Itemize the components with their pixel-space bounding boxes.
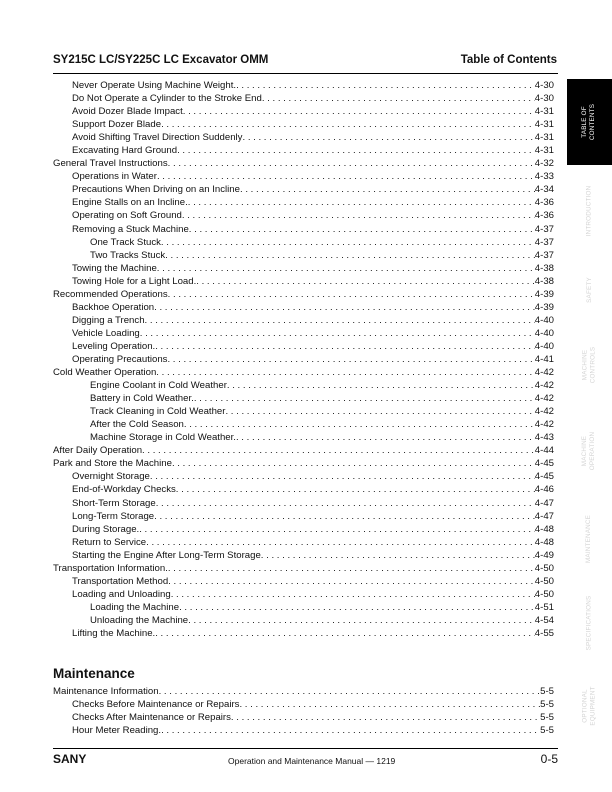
toc-entry[interactable] [53,249,554,262]
page-number: 0-5 [540,752,558,766]
dot-leader [159,685,541,698]
dot-leader [146,536,535,549]
toc-entry-title: Leveling Operation. [72,340,156,352]
dot-leader [157,170,535,183]
toc-entry-page: 4-44 [534,445,554,457]
toc-entry-page: 4-50 [534,588,554,600]
toc-entry[interactable] [53,510,554,523]
toc-entry-page: 4-31 [534,145,554,157]
chapter-tab[interactable] [567,168,612,254]
toc-entry-title: Recommended Operations [53,288,168,300]
toc-entry-page: 4-37 [534,249,554,261]
toc-entry-page: 4-39 [534,301,554,313]
toc-entry[interactable] [53,549,554,562]
toc-entry-page: 4-49 [534,549,554,561]
toc-entry-title: Towing Hole for a Light Load. [72,275,197,287]
toc-entry-title: After the Cold Season [90,419,184,431]
chapter-tab[interactable] [567,666,612,746]
toc-entry[interactable] [53,711,554,724]
toc-entry-title: Long-Term Storage [72,510,155,522]
dot-leader [139,523,535,536]
table-of-contents [53,79,554,640]
toc-entry-title: Operating Precautions [72,353,168,365]
toc-entry[interactable] [53,562,554,575]
toc-entry[interactable] [53,601,554,614]
toc-entry-page: 4-30 [534,80,554,91]
toc-entry-page: 4-42 [534,380,554,392]
toc-entry-title: One Track Stuck [90,236,161,248]
footer-manual-title: Operation and Maintenance Manual — 1219 [228,756,396,766]
toc-entry-title: General Travel Instructions [53,158,168,170]
toc-entry-page: 4-36 [534,197,554,209]
dot-leader [261,549,535,562]
toc-entry-page: 4-34 [534,184,554,196]
toc-entry-title: After Daily Operation [53,445,143,457]
toc-entry-title: Engine Stalls on an Incline. [72,197,188,209]
dot-leader [154,510,535,523]
toc-entry-page: 4-32 [534,158,554,170]
dot-leader [225,405,534,418]
chapter-tab[interactable] [567,257,612,323]
toc-entry-page: 4-54 [534,614,554,626]
dot-leader [189,223,535,236]
toc-entry-title: End-of-Workday Checks [72,484,176,496]
toc-entry[interactable] [53,353,554,366]
toc-entry-page: 4-42 [534,419,554,431]
dot-leader [140,327,535,340]
toc-entry-page: 4-38 [534,262,554,274]
dot-leader [155,340,535,353]
dot-leader [231,711,540,724]
toc-entry-title: Transportation Method [72,575,169,587]
toc-entry-title: Avoid Dozer Blade Impact [72,106,183,118]
toc-entry-title: Return to Service [72,536,147,548]
dot-leader [236,431,535,444]
toc-entry[interactable] [53,327,554,340]
dot-leader [262,92,535,105]
toc-entry-title: Starting the Engine After Long-Term Storage [72,549,261,561]
toc-entry-page: 4-42 [534,406,554,418]
chapter-tab-label: MACHINE CONTROLS [581,346,597,384]
toc-entry[interactable] [53,366,554,379]
dot-leader [194,392,535,405]
toc-entry-page: 4-47 [534,497,554,509]
toc-entry-page: 4-45 [534,458,554,470]
dot-leader [177,144,535,157]
toc-entry[interactable] [53,392,554,405]
toc-entry[interactable] [53,405,554,418]
toc-entry-page: 4-31 [534,106,554,118]
dot-leader [188,196,535,209]
toc-entry-title: Excavating Hard Ground [72,145,178,157]
toc-entry-title: Two Tracks Stuck [90,249,166,261]
dot-leader [168,575,535,588]
section-title: Table of Contents [460,54,557,66]
chapter-tab-label: SAFETY [585,277,593,303]
dot-leader [188,614,535,627]
toc-entry[interactable] [53,379,554,392]
toc-entry-page: 4-40 [534,340,554,352]
dot-leader [161,724,540,737]
dot-leader [179,601,535,614]
toc-entry[interactable] [53,183,554,196]
dot-leader [165,249,535,262]
toc-entry-page: 5-5 [540,686,554,697]
toc-entry-page: 4-48 [534,523,554,535]
dot-leader [182,209,535,222]
dot-leader [161,236,535,249]
dot-leader [171,588,535,601]
toc-entry-title: Unloading the Machine [90,614,189,626]
toc-entry-page: 4-50 [534,562,554,574]
dot-leader [184,418,535,431]
dot-leader [156,366,535,379]
toc-entry-title: Vehicle Loading [72,327,140,339]
toc-entry-title: Cold Weather Operation [53,367,157,379]
toc-entry[interactable] [53,418,554,431]
dot-leader [183,105,535,118]
toc-entry[interactable] [53,170,554,183]
dot-leader [168,562,535,575]
toc-entry[interactable] [53,685,554,698]
toc-entry[interactable] [53,144,554,157]
toc-entry-page: 5-5 [540,699,554,711]
toc-entry-page: 4-55 [534,627,554,639]
toc-entry-title: Loading the Machine [90,601,180,613]
dot-leader [242,131,534,144]
toc-entry-title: Checks Before Maintenance or Repairs [72,699,240,711]
toc-entry-title: Precautions When Driving on an Incline [72,184,240,196]
chapter-tab-label: MAINTENANCE [585,514,593,563]
toc-entry-title: Engine Coolant in Cold Weather [90,380,227,392]
toc-entry-page: 4-45 [534,471,554,483]
toc-entry-page: 4-50 [534,575,554,587]
dot-leader [154,301,535,314]
toc-entry-page: 4-31 [534,119,554,131]
dot-leader [176,483,535,496]
maintenance-toc [53,685,554,737]
toc-entry[interactable] [53,275,554,288]
toc-entry[interactable] [53,262,554,275]
toc-entry[interactable] [53,444,554,457]
toc-entry[interactable] [53,431,554,444]
footer-divider [53,748,558,749]
toc-entry[interactable] [53,301,554,314]
chapter-tab-label: SPECIFICATIONS [585,595,593,650]
toc-entry-title: Towing the Machine [72,262,157,274]
toc-entry[interactable] [53,131,554,144]
toc-entry-page: 4-38 [534,275,554,287]
toc-entry-title: Track Cleaning in Cold Weather [90,406,226,418]
dot-leader [240,183,535,196]
toc-entry[interactable] [53,209,554,222]
chapter-tab[interactable] [567,407,612,495]
dot-leader [161,118,535,131]
toc-entry[interactable] [53,497,554,510]
dot-leader [157,262,535,275]
toc-entry-page: 4-51 [534,601,554,613]
toc-entry-page: 5-5 [540,712,554,724]
toc-entry-title: Machine Storage in Cold Weather. [90,432,236,444]
toc-entry[interactable] [53,614,554,627]
toc-entry-title: Maintenance Information [53,686,159,697]
toc-entry-page: 4-36 [534,210,554,222]
toc-entry-title: Do Not Operate a Cylinder to the Stroke End [72,93,262,105]
dot-leader [155,627,535,640]
toc-entry[interactable] [53,236,554,249]
toc-entry-page: 4-48 [534,536,554,548]
toc-entry[interactable] [53,483,554,496]
toc-entry[interactable] [53,523,554,536]
toc-entry[interactable] [53,288,554,301]
toc-entry-page: 4-42 [534,367,554,379]
chapter-tab[interactable] [567,79,612,165]
dot-leader [196,275,535,288]
toc-entry[interactable] [53,457,554,470]
toc-entry[interactable] [53,588,554,601]
toc-entry-title: Checks After Maintenance or Repairs [72,712,231,724]
toc-entry-page: 4-37 [534,236,554,248]
chapter-tab[interactable] [567,326,612,404]
chapter-tab[interactable] [567,582,612,663]
dot-leader [156,497,535,510]
dot-leader [142,444,535,457]
dot-leader [168,157,535,170]
toc-entry[interactable] [53,470,554,483]
toc-entry-title: Support Dozer Blade [72,119,162,131]
toc-entry-page: 4-42 [534,393,554,405]
footer-brand: SANY [53,752,87,766]
toc-entry[interactable] [53,724,554,737]
toc-entry-page: 4-47 [534,510,554,522]
toc-entry-page: 4-33 [534,171,554,183]
dot-leader [145,314,535,327]
dot-leader [167,353,534,366]
toc-entry-title: Short-Term Storage [72,497,156,509]
toc-entry-page: 5-5 [540,725,554,737]
toc-entry[interactable] [53,105,554,118]
toc-entry-page: 4-30 [534,93,554,105]
dot-leader [168,288,535,301]
toc-entry-title: Digging a Trench [72,314,145,326]
toc-entry-title: Hour Meter Reading. [72,725,162,737]
toc-entry[interactable] [53,79,554,92]
toc-entry-page: 4-46 [534,484,554,496]
toc-entry-page: 4-31 [534,132,554,144]
toc-entry[interactable] [53,118,554,131]
chapter-tab[interactable] [567,498,612,579]
chapter-tab-label: TABLE OF CONTENTS [581,103,597,141]
toc-entry-title: Park and Store the Machine [53,458,172,470]
toc-entry-title: Operations in Water [72,171,157,183]
toc-entry[interactable] [53,223,554,236]
toc-entry-title: Backhoe Operation [72,301,155,313]
toc-entry[interactable] [53,575,554,588]
toc-entry[interactable] [53,536,554,549]
toc-entry-title: Lifting the Machine. [72,627,156,639]
toc-entry[interactable] [53,627,554,640]
dot-leader [236,79,535,92]
toc-entry-title: Transportation Information. [53,562,168,574]
dot-leader [239,698,540,711]
dot-leader [172,457,535,470]
toc-entry[interactable] [53,196,554,209]
toc-entry-title: Operating on Soft Ground [72,210,182,222]
toc-entry[interactable] [53,157,554,170]
toc-entry-title: Removing a Stuck Machine [72,223,189,235]
toc-entry-title: Avoid Shifting Travel Direction Suddenly [72,132,243,144]
toc-entry[interactable] [53,698,554,711]
chapter-tab-label: INTRODUCTION [585,185,593,237]
header-divider [53,73,558,74]
toc-entry-title: Battery in Cold Weather. [90,393,194,405]
maintenance-heading: Maintenance [53,666,135,681]
dot-leader [150,470,535,483]
toc-entry-page: 4-40 [534,327,554,339]
document-title: SY215C LC/SY225C LC Excavator OMM [53,54,269,66]
toc-entry-title: Loading and Unloading [72,588,171,600]
toc-entry-title: Overnight Storage [72,471,150,483]
chapter-tab-label: OPTIONAL EQUIPMENT [581,686,597,726]
toc-entry-page: 4-37 [534,223,554,235]
toc-entry-title: Never Operate Using Machine Weight. [72,80,237,91]
chapter-tab-label: MACHINE OPERATION [581,431,597,471]
toc-entry-page: 4-41 [534,353,554,365]
toc-entry-page: 4-39 [534,288,554,300]
toc-entry[interactable] [53,314,554,327]
toc-entry-title: During Storage. [72,523,140,535]
dot-leader [227,379,535,392]
toc-entry[interactable] [53,340,554,353]
toc-entry[interactable] [53,92,554,105]
toc-entry-page: 4-40 [534,314,554,326]
toc-entry-page: 4-43 [534,432,554,444]
